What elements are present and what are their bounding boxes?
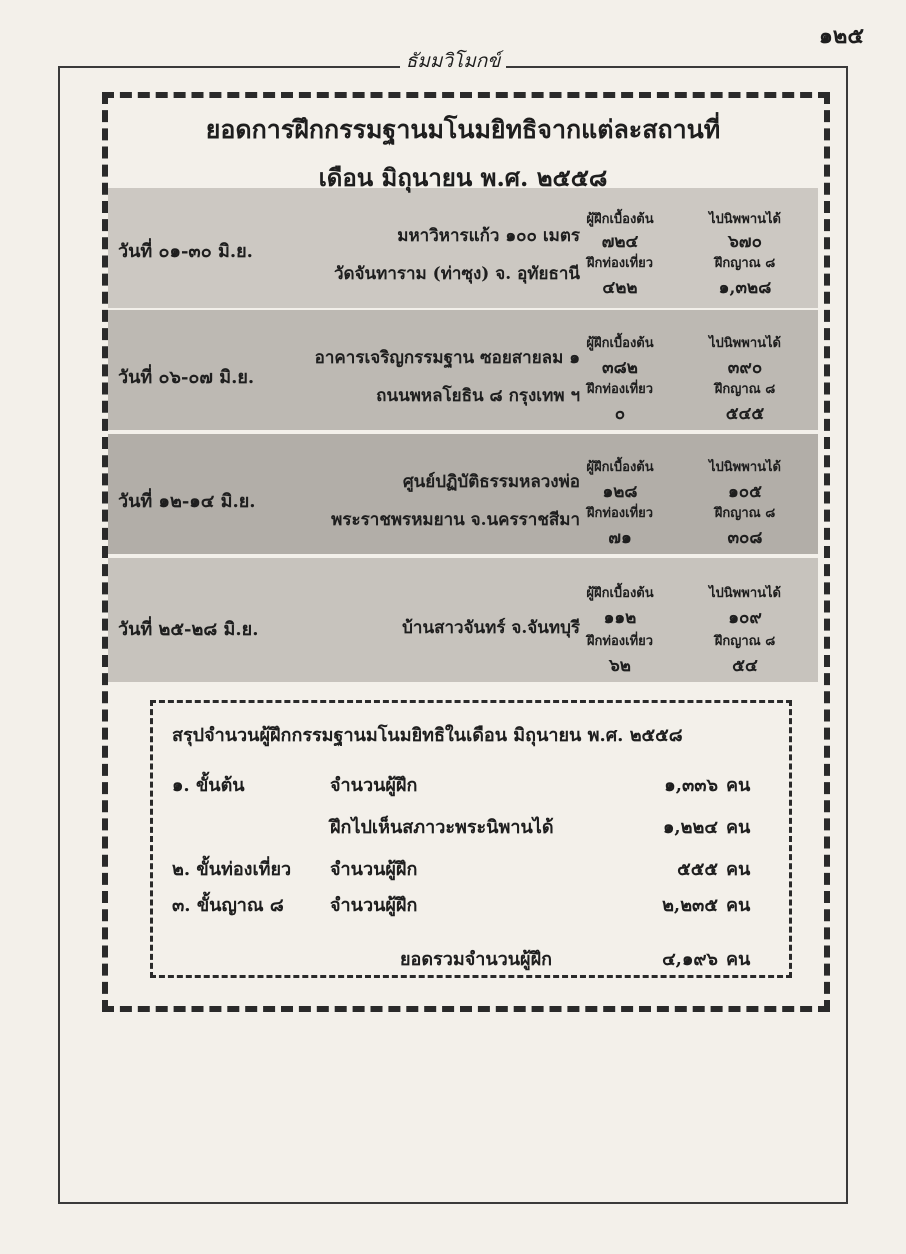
tour-value: ๗๑ xyxy=(608,528,632,548)
row-date: วันที่ ๒๕-๒๘ มิ.ย. xyxy=(118,619,259,640)
summary-desc: ฝึกไปเห็นสภาวะพระนิพานได้ xyxy=(330,817,554,838)
summary-desc: จำนวนผู้ฝึก xyxy=(330,895,418,916)
summary-level: ๒. ขั้นท่องเที่ยว xyxy=(172,859,292,880)
summary-title: สรุปจำนวนผู้ฝึกกรรมฐานมโนมยิทธิในเดือน มิถุนายน พ.ศ. ๒๕๕๘ xyxy=(172,725,683,746)
beginner-value: ๑๑๒ xyxy=(603,608,637,628)
nirvana-value: ๑๐๕ xyxy=(727,482,763,502)
tour-label: ฝึกท่องเที่ยว xyxy=(586,506,654,521)
row-place-line1: บ้านสาวจันทร์ จ.จันทบุรี xyxy=(402,618,580,638)
nana8-value: ๕๔๕ xyxy=(725,404,765,424)
summary-total-label: ยอดรวมจำนวนผู้ฝึก xyxy=(400,949,553,970)
nirvana-label: ไปนิพพานได้ xyxy=(709,460,781,475)
tour-label: ฝึกท่องเที่ยว xyxy=(586,382,654,397)
beginner-value: ๑๒๘ xyxy=(602,482,638,502)
page-title: ยอดการฝึกกรรมฐานมโนมยิทธิจากแต่ละสถานที่ xyxy=(205,115,721,144)
nirvana-value: ๖๗๐ xyxy=(728,232,762,252)
page-subtitle: เดือน มิถุนายน พ.ศ. ๒๕๕๘ xyxy=(318,163,608,192)
summary-desc: จำนวนผู้ฝึก xyxy=(330,775,418,796)
row-date: วันที่ ๐๖-๐๗ มิ.ย. xyxy=(118,367,255,388)
summary-unit: คน xyxy=(726,895,751,916)
beginner-label: ผู้ฝึกเบื้องต้น xyxy=(586,336,654,351)
summary-level: ๑. ขั้นต้น xyxy=(172,775,245,796)
nana8-value: ๑,๓๒๘ xyxy=(718,278,772,298)
summary-unit: คน xyxy=(726,817,751,838)
nirvana-label: ไปนิพพานได้ xyxy=(709,336,781,351)
schedule-row xyxy=(110,312,818,430)
nirvana-value: ๓๙๐ xyxy=(727,358,763,378)
summary-value: ๑,๓๓๖ xyxy=(664,775,718,796)
tour-value: ๖๒ xyxy=(609,656,631,676)
tour-value: ๐ xyxy=(614,404,626,424)
tour-label: ฝึกท่องเที่ยว xyxy=(586,256,654,271)
nirvana-label: ไปนิพพานได้ xyxy=(709,212,781,227)
beginner-label: ผู้ฝึกเบื้องต้น xyxy=(586,586,654,601)
row-place-line2: วัดจันทาราม (ท่าซุง) จ. อุทัยธานี xyxy=(333,264,580,284)
running-head: ธัมมวิโมกข์ xyxy=(0,46,906,76)
row-place-line2: ถนนพหลโยธิน ๘ กรุงเทพ ฯ xyxy=(376,386,580,406)
row-place-line2: พระราชพรหมยาน จ.นครราชสีมา xyxy=(331,510,580,530)
nana8-value: ๕๔ xyxy=(732,656,758,676)
tour-label: ฝึกท่องเที่ยว xyxy=(586,634,654,649)
beginner-value: ๓๘๒ xyxy=(602,358,638,378)
summary-total-unit: คน xyxy=(726,949,751,970)
summary-desc: จำนวนผู้ฝึก xyxy=(330,859,418,880)
beginner-label: ผู้ฝึกเบื้องต้น xyxy=(586,460,654,475)
summary-level: ๓. ขั้นญาณ ๘ xyxy=(172,895,284,916)
nana8-label: ฝึกญาณ ๘ xyxy=(714,506,776,521)
nirvana-value: ๑๐๙ xyxy=(728,608,762,628)
summary-value: ๕๕๕ xyxy=(677,859,718,880)
summary-value: ๑,๒๒๔ xyxy=(662,817,718,838)
page-number: ๑๒๕ xyxy=(818,23,864,49)
beginner-label: ผู้ฝึกเบื้องต้น xyxy=(586,212,654,227)
nana8-label: ฝึกญาณ ๘ xyxy=(714,382,776,397)
schedule-row xyxy=(110,190,818,308)
nirvana-label: ไปนิพพานได้ xyxy=(709,586,781,601)
beginner-value: ๗๒๔ xyxy=(601,232,639,252)
schedule-row xyxy=(110,436,818,554)
nana8-label: ฝึกญาณ ๘ xyxy=(714,634,776,649)
summary-unit: คน xyxy=(726,859,751,880)
summary-value: ๒,๒๓๕ xyxy=(662,895,718,916)
row-date: วันที่ ๐๑-๓๐ มิ.ย. xyxy=(118,241,253,262)
row-place-line1: ศูนย์ปฏิบัติธรรมหลวงพ่อ xyxy=(402,472,580,492)
summary-total-value: ๔,๑๙๖ xyxy=(662,949,718,970)
tour-value: ๔๒๒ xyxy=(602,278,638,298)
row-place-line1: มหาวิหารแก้ว ๑๐๐ เมตร xyxy=(397,226,580,246)
nana8-label: ฝึกญาณ ๘ xyxy=(714,256,776,271)
row-place-line1: อาคารเจริญกรรมฐาน ซอยสายลม ๑ xyxy=(314,348,580,368)
nana8-value: ๓๐๘ xyxy=(727,528,763,548)
summary-unit: คน xyxy=(726,775,751,796)
row-date: วันที่ ๑๒-๑๔ มิ.ย. xyxy=(118,491,256,512)
schedule-row xyxy=(110,560,818,682)
